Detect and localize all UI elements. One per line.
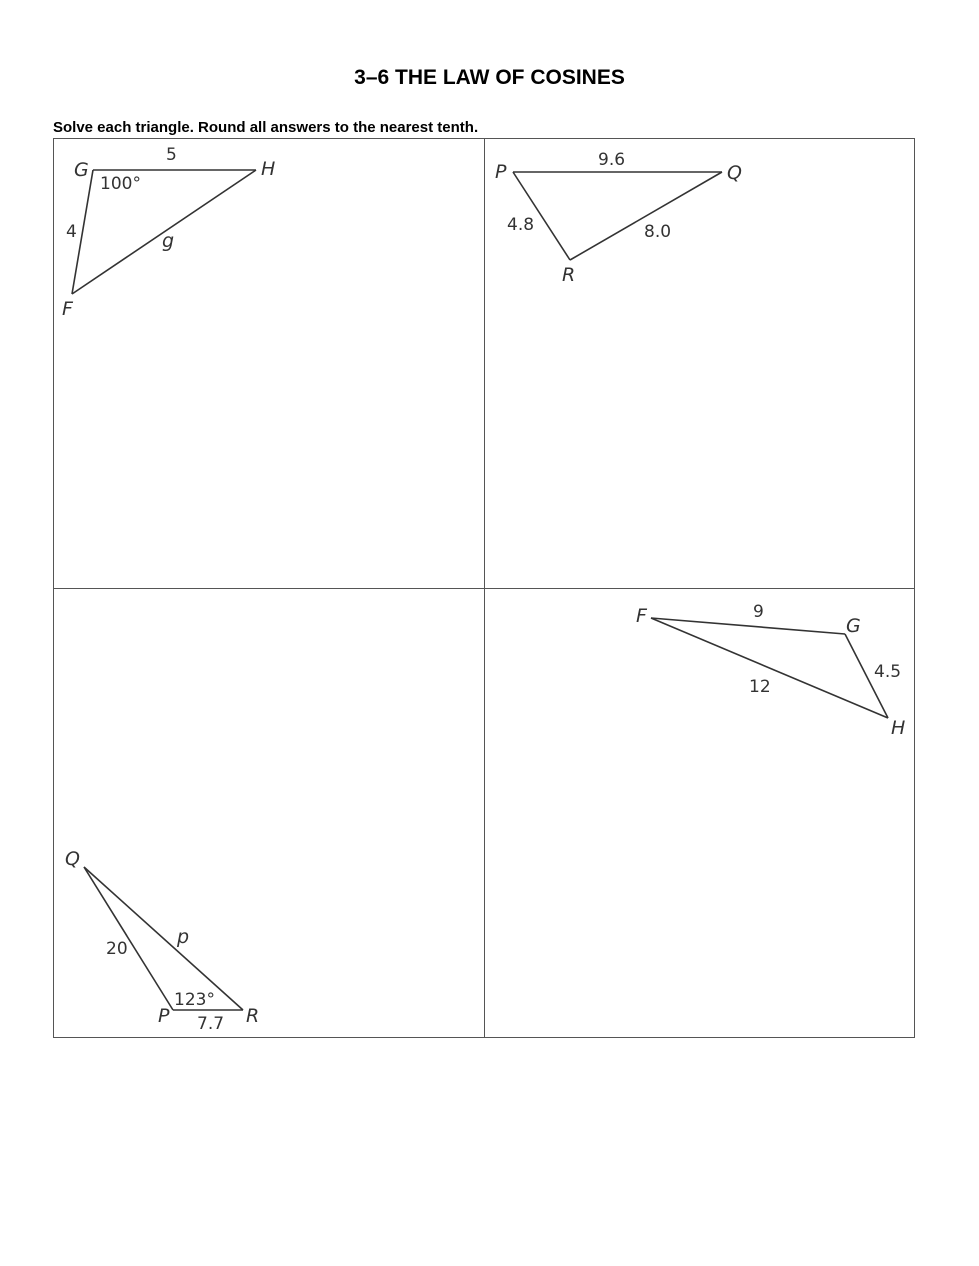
side-qp [84, 867, 173, 1010]
triangle-qpr [65, 848, 259, 1034]
vertex-p-label: P [495, 161, 507, 183]
side-pq-label: 9.6 [598, 150, 626, 170]
side-qr-label: p [177, 926, 190, 948]
side-pr-label: 4.8 [507, 215, 535, 235]
side-fg-label: 9 [753, 602, 764, 622]
side-fh-label: 12 [749, 677, 771, 697]
side-pr-label: 7.7 [197, 1014, 225, 1034]
vertex-f-label: F [636, 605, 647, 627]
vertex-h-label: H [891, 717, 906, 739]
side-gf-label: 4 [66, 222, 77, 242]
vertex-g-label: G [846, 615, 861, 637]
side-gh-label: 4.5 [874, 662, 902, 682]
vertex-q-label: Q [65, 848, 80, 870]
vertex-p-label: P [158, 1005, 170, 1027]
triangle-pqr [495, 150, 742, 286]
side-fg [651, 618, 845, 634]
triangle-ghf [62, 145, 275, 320]
triangle-fgh [636, 602, 905, 739]
vertex-g-label: G [74, 159, 89, 181]
page-title: 3–6 THE LAW OF COSINES [354, 66, 625, 89]
vertex-r-label: R [562, 264, 576, 286]
angle-p-label: 123° [174, 990, 215, 1010]
vertex-q-label: Q [727, 162, 742, 184]
side-gh-label: 5 [166, 145, 177, 165]
instructions: Solve each triangle. Round all answers to the nearest tenth. [53, 119, 479, 136]
side-rq-label: 8.0 [644, 222, 672, 242]
side-qp-label: 20 [106, 939, 128, 959]
side-fh-label: g [162, 230, 175, 252]
angle-g-label: 100° [100, 174, 141, 194]
vertex-f-label: F [62, 298, 73, 320]
side-rq [570, 172, 722, 260]
vertex-h-label: H [261, 158, 276, 180]
vertex-r-label: R [246, 1005, 260, 1027]
